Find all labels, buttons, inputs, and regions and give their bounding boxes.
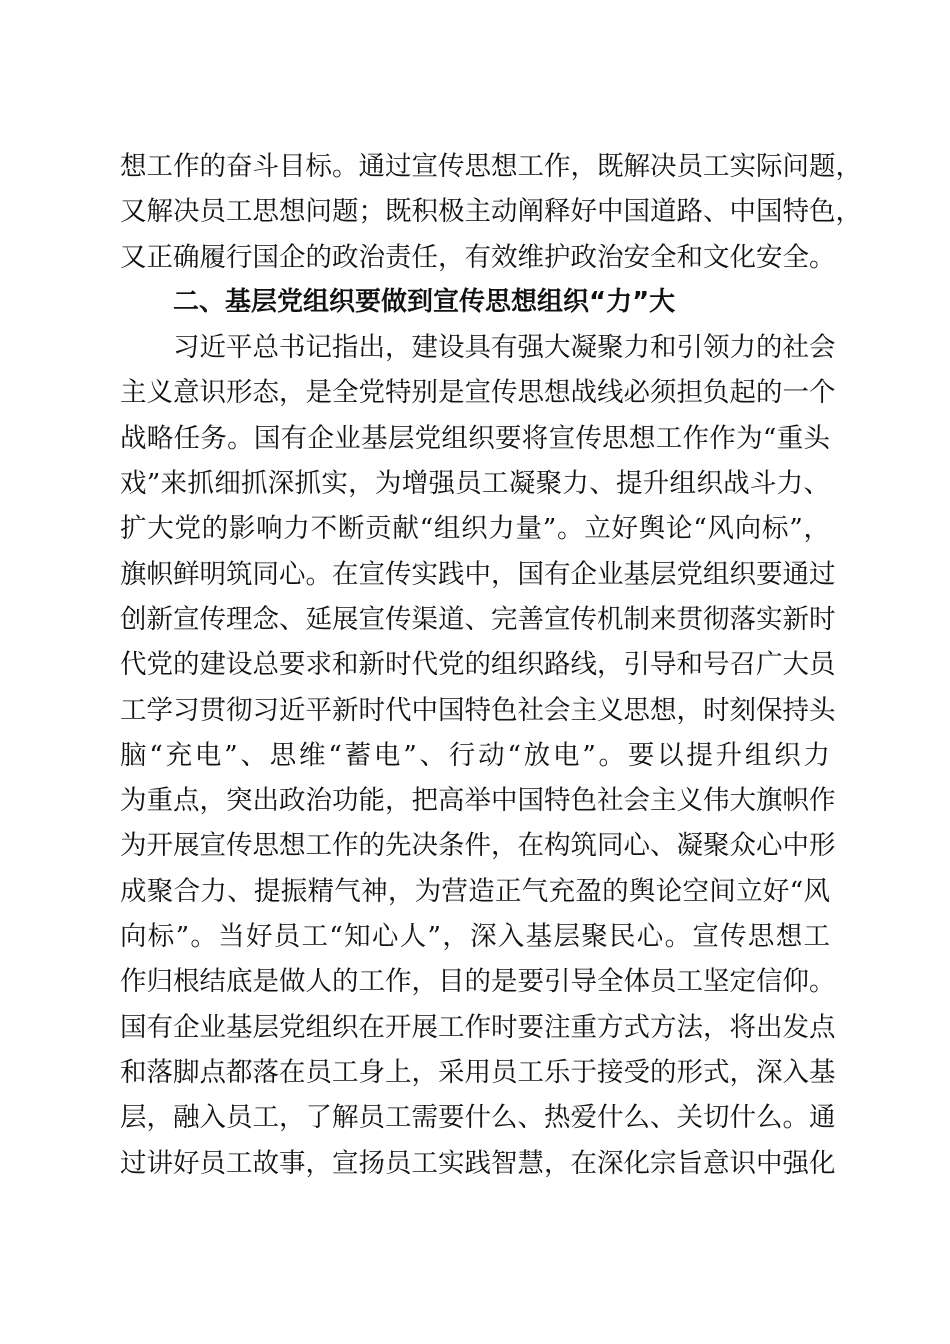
paragraph-body (120, 325, 836, 1186)
text-line: 创新宣传理念、延展宣传渠道、完善宣传机制来贯彻落实新时 (120, 603, 836, 635)
text-line: 过讲好员工故事，宣扬员工实践智慧，在深化宗旨意识中强化 (120, 1147, 836, 1179)
section-heading: 二、基层党组织要做到宣传思想组织“力”大 (173, 286, 676, 317)
text-line: 戏”来抓细抓深抓实，为增强员工凝聚力、提升组织战斗力、 (120, 468, 830, 500)
text-line: 想工作的奋斗目标。通过宣传思想工作，既解决员工实际问题， (120, 151, 862, 182)
text-line: 又正确履行国企的政治责任，有效维护政治安全和文化安全。 (120, 241, 836, 273)
document-body (120, 144, 862, 1186)
text-line: 作归根结底是做人的工作，目的是要引导全体员工坚定信仰。 (120, 966, 836, 998)
text-line: 向标”。当好员工“知心人”，深入基层聚民心。宣传思想工 (120, 921, 830, 953)
text-line: 成聚合力、提振精气神，为营造正气充盈的舆论空间立好“风 (120, 875, 830, 907)
text-line: 国有企业基层党组织在开展工作时要注重方式方法，将出发点 (120, 1011, 836, 1043)
text-line: 扩大党的影响力不断贡献“组织力量”。立好舆论“风向标”， (120, 513, 830, 545)
text-line: 和落脚点都落在员工身上，采用员工乐于接受的形式，深入基 (120, 1056, 836, 1088)
text-line: 为重点，突出政治功能，把高举中国特色社会主义伟大旗帜作 (120, 785, 836, 817)
text-line: 工学习贯彻习近平新时代中国特色社会主义思想，时刻保持头 (120, 694, 836, 726)
text-line: 战略任务。国有企业基层党组织要将宣传思想工作作为“重头 (120, 422, 830, 454)
text-line: 习近平总书记指出，建设具有强大凝聚力和引领力的社会 (173, 332, 836, 364)
text-line: 脑“充电”、思维“蓄电”、行动“放电”。要以提升组织力 (120, 739, 830, 771)
text-line: 为开展宣传思想工作的先决条件，在构筑同心、凝聚众心中形 (120, 830, 836, 862)
text-line: 层，融入员工，了解员工需要什么、热爱什么、关切什么。通 (120, 1102, 836, 1134)
text-line: 又解决员工思想问题；既积极主动阐释好中国道路、中国特色， (120, 196, 862, 228)
paragraph-continuation (120, 144, 862, 280)
text-line: 代党的建设总要求和新时代党的组织路线，引导和号召广大员 (120, 649, 836, 681)
text-line: 旗帜鲜明筑同心。在宣传实践中，国有企业基层党组织要通过 (120, 558, 836, 590)
text-line: 主义意识形态，是全党特别是宣传思想战线必须担负起的一个 (120, 377, 836, 409)
